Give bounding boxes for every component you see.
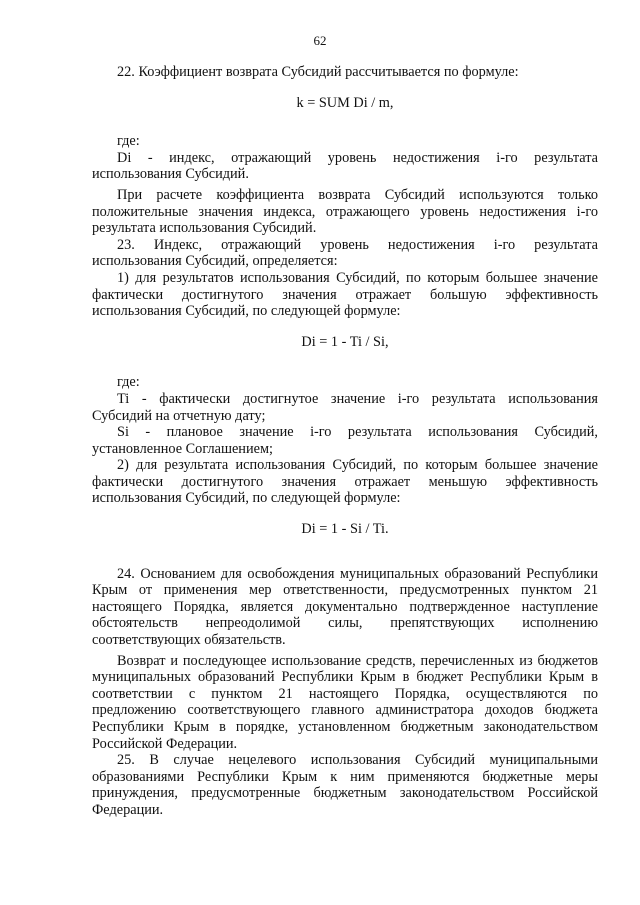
item-1: 1) для результатов использования Субсидий, по которым большее значение фактически достигнутого значения отражает большую эффективность использования Субсидий, по следующей формуле:: [92, 269, 598, 320]
formula-di-2: Di = 1 - Si / Ti.: [301, 521, 389, 538]
formula-di-1: Di = 1 - Ti / Si,: [301, 333, 389, 350]
page-number: 62: [313, 33, 327, 48]
where-label: где:: [117, 133, 140, 150]
where-label-2: где:: [117, 374, 140, 391]
definition-si: Si - плановое значение i-го результата использования Субсидий, установленное Соглашением;: [92, 424, 598, 457]
paragraph-23: 23. Индекс, отражающий уровень недостижения i-го результата использования Субсидий, определяется:: [92, 236, 598, 270]
paragraph-22: 22. Коэффициент возврата Субсидий рассчитывается по формуле:: [117, 64, 519, 80]
definition-di: Di - индекс, отражающий уровень недостижения i-го результата использования Субсидий.: [92, 149, 598, 183]
paragraph-25: 25. В случае нецелевого использования Субсидий муниципальными образованиями Республики Крым к ним применяются бюджетные меры принуждения, предусмотренные бюджетным законодательством Российской Федерации.: [92, 752, 598, 818]
document-body: [92, 64, 598, 819]
item-2: 2) для результата использования Субсидий, по которым большее значение фактически достигнутого значения отражает меньшую эффективность использования Субсидий, по следующей формуле:: [92, 457, 598, 507]
formula-k: k = SUM Di / m,: [296, 94, 394, 111]
paragraph-refund: Возврат и последующее использование средств, перечисленных из бюджетов муниципальных образований Республики Крым в бюджет Республики Крым в соответствии с пунктом 21 настоящего Порядка, осуществляются по предложению соответствующего главного администратора доходов бюджета Республики Крым в порядке, установленном бюджетным законодательством Российской Федерации.: [92, 652, 598, 752]
paragraph-positive-values: При расчете коэффициента возврата Субсидий используются только положительные значения индекса, отражающего уровень недостижения i-го результата использования Субсидий.: [92, 186, 598, 237]
paragraph-24: 24. Основанием для освобождения муниципальных образований Республики Крым от применения мер ответственности, предусмотренных пунктом 21 настоящего Порядка, является документально подтвержденное наступление обстоятельств непреодолимой силы, препятствующих исполнению соответствующих обязательств.: [92, 565, 598, 649]
definition-ti: Ti - фактически достигнутое значение i-го результата использования Субсидий на отчетную дату;: [92, 390, 598, 424]
